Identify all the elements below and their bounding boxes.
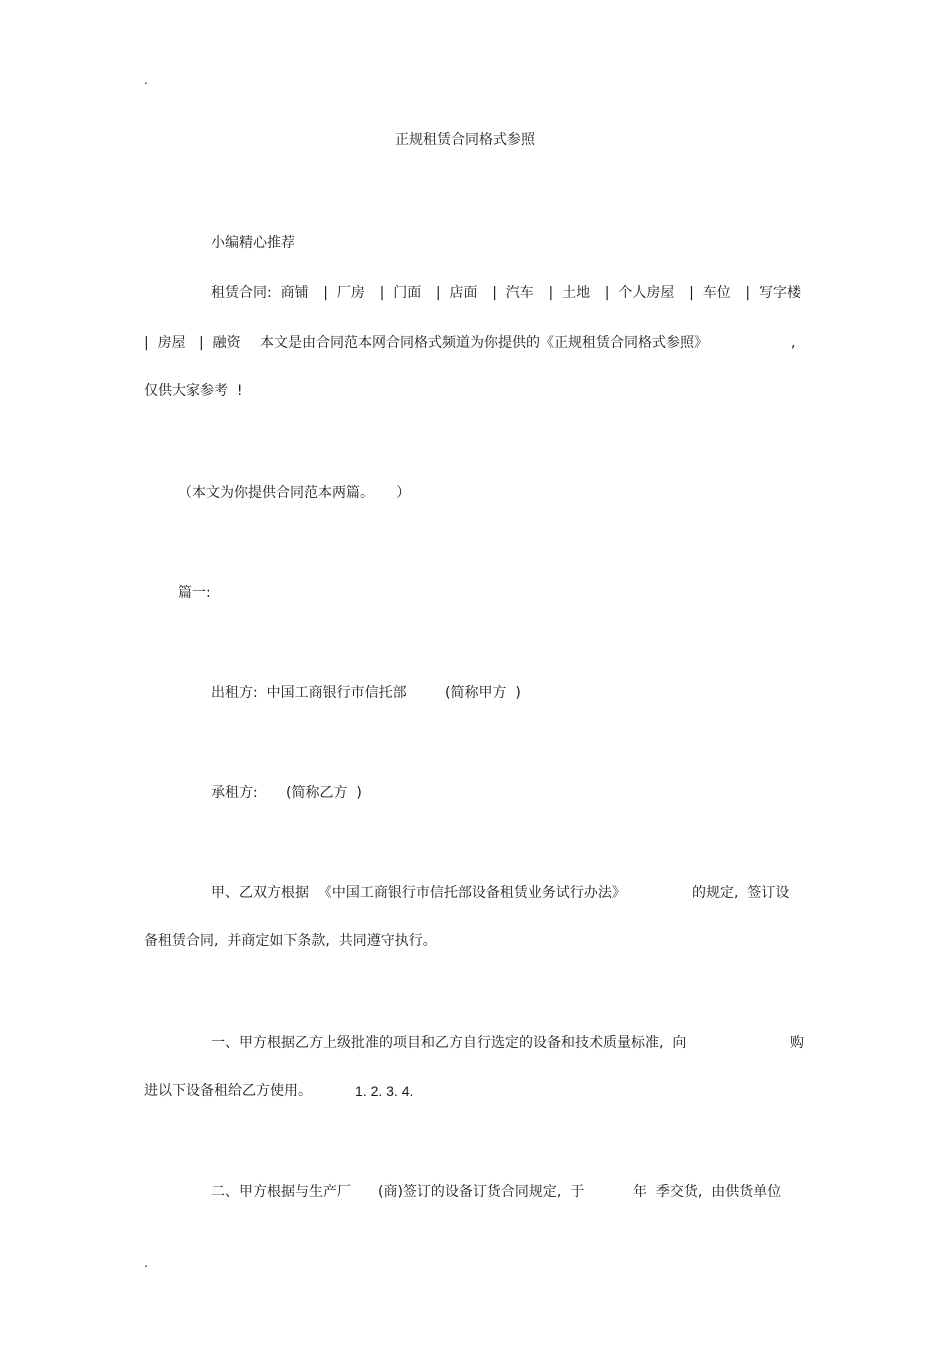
intro-sentence: 本文是由合同范本网合同格式频道为你提供的《正规租赁合同格式参照》 — [260, 335, 708, 351]
lease-category: | 土地 — [548, 285, 591, 301]
lessee-alias: (简称乙方 ) — [286, 785, 362, 801]
intro-comma: , — [791, 335, 796, 351]
clause-one-text: 一、甲方根据乙方上级批准的项目和乙方自行选定的设备和技术质量标准, 向 — [211, 1035, 687, 1051]
basis-text-end: 的规定, 签订设 — [692, 885, 790, 901]
lessor-alias: (简称甲方 ) — [445, 685, 521, 701]
lease-category: | 车位 — [689, 285, 731, 301]
intro-closing: 仅供大家参考 ! — [144, 383, 243, 399]
lessor-label: 出租方: 中国工商银行市信托部 — [211, 685, 407, 701]
clause-two-text-end: 年 季交货, 由供货单位 — [633, 1184, 782, 1200]
clause-one-text-end: 购 — [790, 1035, 804, 1051]
lease-category: 租赁合同: 商铺 — [211, 285, 309, 301]
lease-category: | 汽车 — [492, 285, 534, 301]
equipment-list: 1. 2. 3. 4. — [355, 1083, 414, 1099]
document-title: 正规租赁合同格式参照 — [395, 132, 535, 148]
section-heading: 篇一: — [178, 585, 211, 601]
lease-category: | 店面 — [435, 285, 478, 301]
lease-categories-line — [211, 284, 801, 302]
footer-mark: . — [144, 1256, 148, 1270]
lease-categories-cont: | 房屋 | 融资 — [144, 335, 241, 351]
lease-category: | 个人房屋 — [604, 285, 675, 301]
header-mark: . — [144, 73, 148, 87]
document-note: （本文为你提供合同范本两篇。 ） — [178, 485, 411, 501]
basis-text-cont: 备租赁合同, 并商定如下条款, 共同遵守执行。 — [144, 933, 437, 949]
lease-category: | 写字楼 — [745, 285, 801, 301]
lease-category: | 厂房 — [323, 285, 365, 301]
editor-pick: 小编精心推荐 — [211, 235, 295, 251]
lessee-label: 承租方: — [211, 785, 258, 801]
clause-two-text-mid: (商)签订的设备订货合同规定, 于 — [378, 1184, 585, 1200]
clause-two-text: 二、甲方根据与生产厂 — [211, 1184, 351, 1200]
basis-text: 甲、乙双方根据 《中国工商银行市信托部设备租赁业务试行办法》 — [211, 885, 626, 901]
clause-one-text-cont: 进以下设备租给乙方使用。 — [144, 1083, 312, 1099]
lease-category: | 门面 — [379, 285, 422, 301]
